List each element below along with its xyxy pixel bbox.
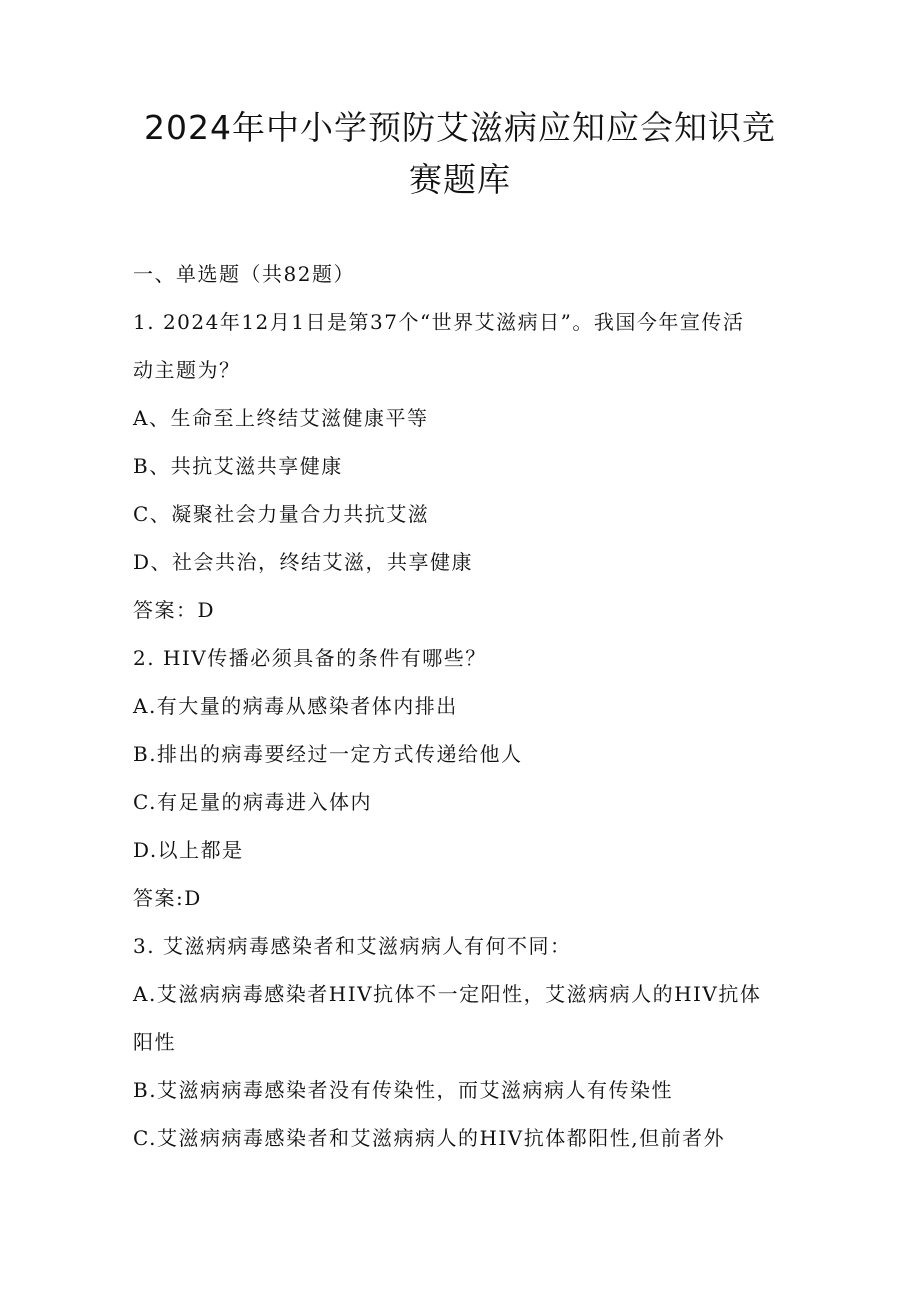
question-1-option-d: D、社会共治，终结艾滋，共享健康 <box>133 550 474 574</box>
title-line-1: 2024年中小学预防艾滋病应知应会知识竞 <box>144 108 776 147</box>
question-1-answer: 答案：D <box>133 598 216 622</box>
question-3-option-a-line-2: 阳性 <box>133 1030 176 1054</box>
question-3-stem: 3. 艾滋病病毒感染者和艾滋病病人有何不同： <box>133 934 572 958</box>
question-2-option-b: B.排出的病毒要经过一定方式传递给他人 <box>133 742 523 766</box>
question-list <box>133 250 793 1162</box>
section-heading: 一、单选题（共82题） <box>133 262 355 286</box>
question-1-stem-line-1: 1. 2024年12月1日是第37个“世界艾滋病日”。我国今年宣传活 <box>133 310 745 334</box>
question-3-option-b: B.艾滋病病毒感染者没有传染性，而艾滋病病人有传染性 <box>133 1078 674 1102</box>
question-1-option-c: C、凝聚社会力量合力共抗艾滋 <box>133 502 430 526</box>
question-2-option-d: D.以上都是 <box>133 838 244 862</box>
question-2-option-c: C.有足量的病毒进入体内 <box>133 790 372 814</box>
question-2-option-a: A.有大量的病毒从感染者体内排出 <box>133 694 458 718</box>
question-1-stem-line-2: 动主题为？ <box>133 358 241 382</box>
title-line-2: 赛题库 <box>409 160 511 199</box>
question-1-option-a: A、生命至上终结艾滋健康平等 <box>133 406 429 430</box>
question-2-stem: 2. HIV传播必须具备的条件有哪些？ <box>133 646 487 670</box>
question-3-option-c-line-1: C.艾滋病病毒感染者和艾滋病病人的HIV抗体都阳性,但前者外 <box>133 1126 726 1150</box>
question-1-option-b: B、共抗艾滋共享健康 <box>133 454 343 478</box>
question-3-option-a-line-1: A.艾滋病病毒感染者HIV抗体不一定阳性，艾滋病病人的HIV抗体 <box>133 982 762 1006</box>
question-2-answer: 答案:D <box>133 886 202 910</box>
document-title <box>100 102 820 206</box>
